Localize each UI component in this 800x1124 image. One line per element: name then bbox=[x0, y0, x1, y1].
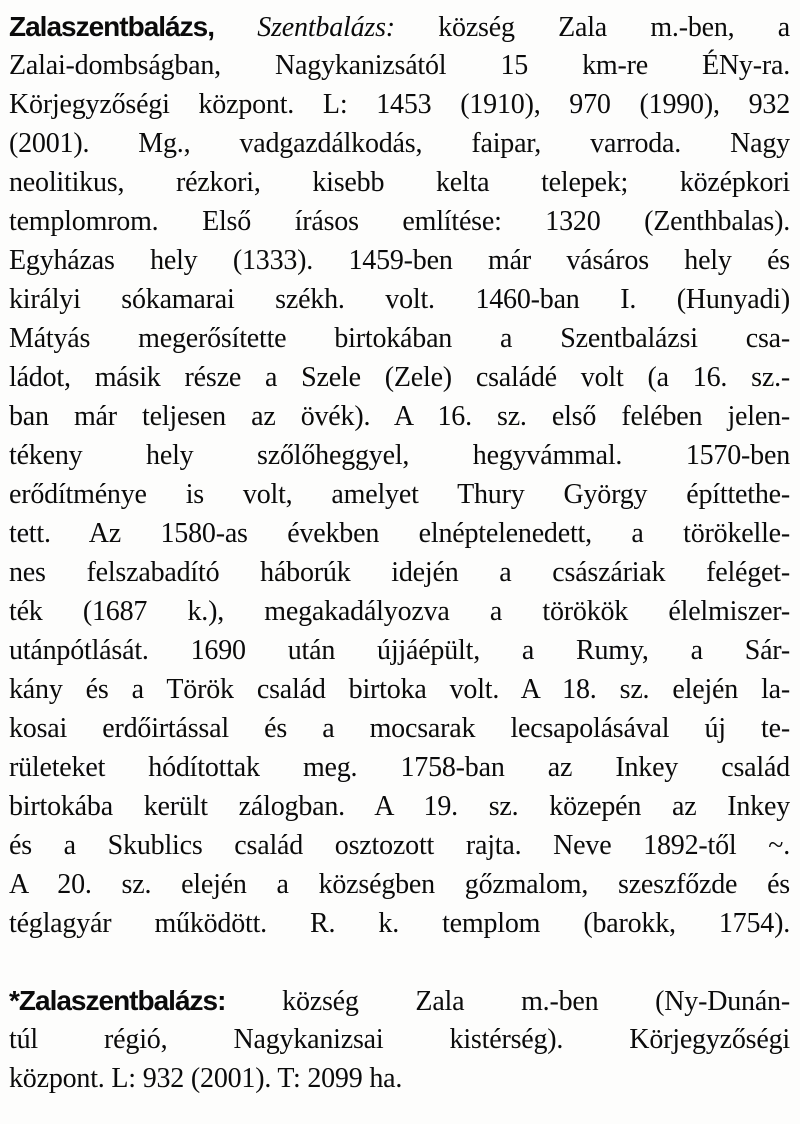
text-line: téglagyár működött. R. k. templom (barokk, 1754). bbox=[9, 908, 790, 939]
entry-zalaszentbalazs-variant bbox=[9, 981, 790, 1098]
text-line: ládot, másik része a Szele (Zele) családé volt (a 16. sz.- bbox=[9, 362, 790, 393]
text-line: nes felszabadító háborúk idején a császáriak feléget- bbox=[9, 557, 790, 588]
headword-bold: Zalaszentbalázs, bbox=[9, 11, 214, 42]
entry-zalaszentbalazs bbox=[9, 7, 790, 943]
text-line: tett. Az 1580-as években elnéptelenedett, a törökelle- bbox=[9, 518, 790, 549]
text-line: királyi sókamarai székh. volt. 1460-ban I. (Hunyadi) bbox=[9, 284, 790, 315]
text-line: tékeny hely szőlőheggyel, hegyvámmal. 1570-ben bbox=[9, 440, 790, 471]
text-line: neolitikus, rézkori, kisebb kelta telepek; középkori bbox=[9, 167, 790, 198]
text-line: Egyházas hely (1333). 1459-ben már vásáros hely és bbox=[9, 245, 790, 276]
text-line: templomrom. Első írásos említése: 1320 (Zenthbalas). bbox=[9, 206, 790, 237]
text-line: központ. L: 932 (2001). T: 2099 ha. bbox=[9, 1063, 403, 1094]
entry-text: község Zala m.-ben, a bbox=[438, 12, 790, 43]
text-line: erődítménye is volt, amelyet Thury György építtethe- bbox=[9, 479, 790, 510]
headword-variant-italic: Szentbalázs: bbox=[257, 12, 395, 43]
text-line: kány és a Török család birtoka volt. A 18. sz. elején la- bbox=[9, 674, 790, 705]
text-line: túl régió, Nagykanizsai kistérség). Körjegyzőségi bbox=[9, 1024, 790, 1055]
text-line: Körjegyzőségi központ. L: 1453 (1910), 970 (1990), 932 bbox=[9, 89, 790, 120]
text-line: Zalai-dombságban, Nagykanizsától 15 km-re ÉNy-ra. bbox=[9, 50, 790, 81]
text-line: (2001). Mg., vadgazdálkodás, faipar, varroda. Nagy bbox=[9, 128, 790, 159]
text-line: Mátyás megerősítette birtokában a Szentbalázsi csa- bbox=[9, 323, 790, 354]
text-line: kosai erdőirtással és a mocsarak lecsapolásával új te- bbox=[9, 713, 790, 744]
headword-bold: *Zalaszentbalázs: bbox=[9, 985, 226, 1016]
text-line: és a Skublics család osztozott rajta. Neve 1892-től ~. bbox=[9, 830, 790, 861]
text-line: ték (1687 k.), megakadályozva a törökök élelmiszer- bbox=[9, 596, 790, 627]
entry-first-line bbox=[9, 981, 790, 1020]
text-line: utánpótlását. 1690 után újjáépült, a Rumy, a Sár- bbox=[9, 635, 790, 666]
text-line: A 20. sz. elején a községben gőzmalom, szeszfőzde és bbox=[9, 869, 790, 900]
text-line: ban már teljesen az övék). A 16. sz. első felében jelen- bbox=[9, 401, 790, 432]
text-line: rületeket hódítottak meg. 1758-ban az Inkey család bbox=[9, 752, 790, 783]
text-line: birtokába került zálogban. A 19. sz. közepén az Inkey bbox=[9, 791, 790, 822]
entry-text: község Zala m.-ben (Ny-Dunán- bbox=[282, 986, 790, 1017]
entry-first-line bbox=[9, 7, 790, 46]
